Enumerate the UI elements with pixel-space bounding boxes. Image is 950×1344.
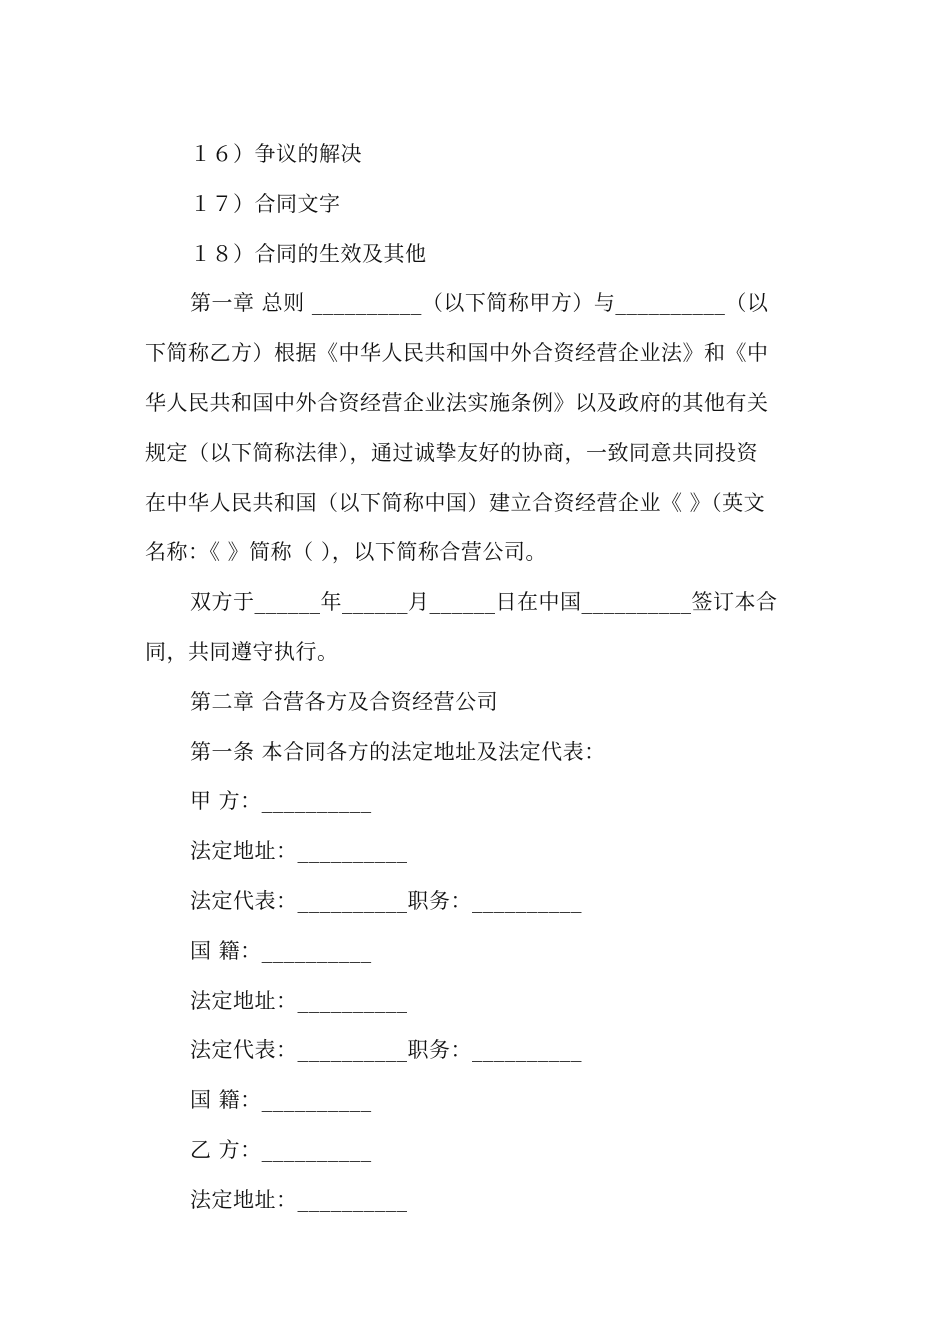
contents-item-16: １６）争议的解决 [190,142,362,166]
chapter-one-paragraph-line: 规定（以下简称法律），通过诚挚友好的协商，一致同意共同投资 [145,440,758,465]
legal-address-line: 法定地址：__________ [190,988,408,1013]
contents-item-17: １７）合同文字 [190,191,341,216]
legal-address-line: 法定地址：__________ [190,839,408,864]
nationality-line: 国 籍：__________ [190,1088,372,1113]
legal-address-line: 法定地址：__________ [190,1187,408,1212]
chapter-two-heading: 第二章 合营各方及合资经营公司 [190,689,499,714]
article-one-heading: 第一条 本合同各方的法定地址及法定代表： [190,739,606,764]
chapter-one-paragraph-line: 在中华人民共和国（以下简称中国）建立合资经营企业《 》（英文 [145,490,766,515]
chapter-one-paragraph-line: 下简称乙方）根据《中华人民共和国中外合资经营企业法》和《中 [145,341,769,366]
chapter-one-paragraph-line: 名称：《 》简称（ ），以下简称合营公司。 [145,540,547,565]
signing-paragraph-line: 双方于______年______月______日在中国__________签订本合 [190,590,778,615]
document-body [145,130,805,1226]
signing-paragraph-line: 同，共同遵守执行。 [145,639,339,664]
party-b-line: 乙 方：__________ [190,1137,372,1162]
nationality-line: 国 籍：__________ [190,938,372,963]
chapter-one-paragraph-line: 第一章 总则 __________（以下简称甲方）与__________（以 [190,291,769,316]
contents-item-18: １８）合同的生效及其他 [190,241,427,266]
legal-representative-line: 法定代表：__________职务：__________ [190,1038,582,1063]
party-a-line: 甲 方：__________ [190,789,372,814]
chapter-one-paragraph-line: 华人民共和国中外合资经营企业法实施条例》以及政府的其他有关 [145,390,769,415]
legal-representative-line: 法定代表：__________职务：__________ [190,888,582,913]
